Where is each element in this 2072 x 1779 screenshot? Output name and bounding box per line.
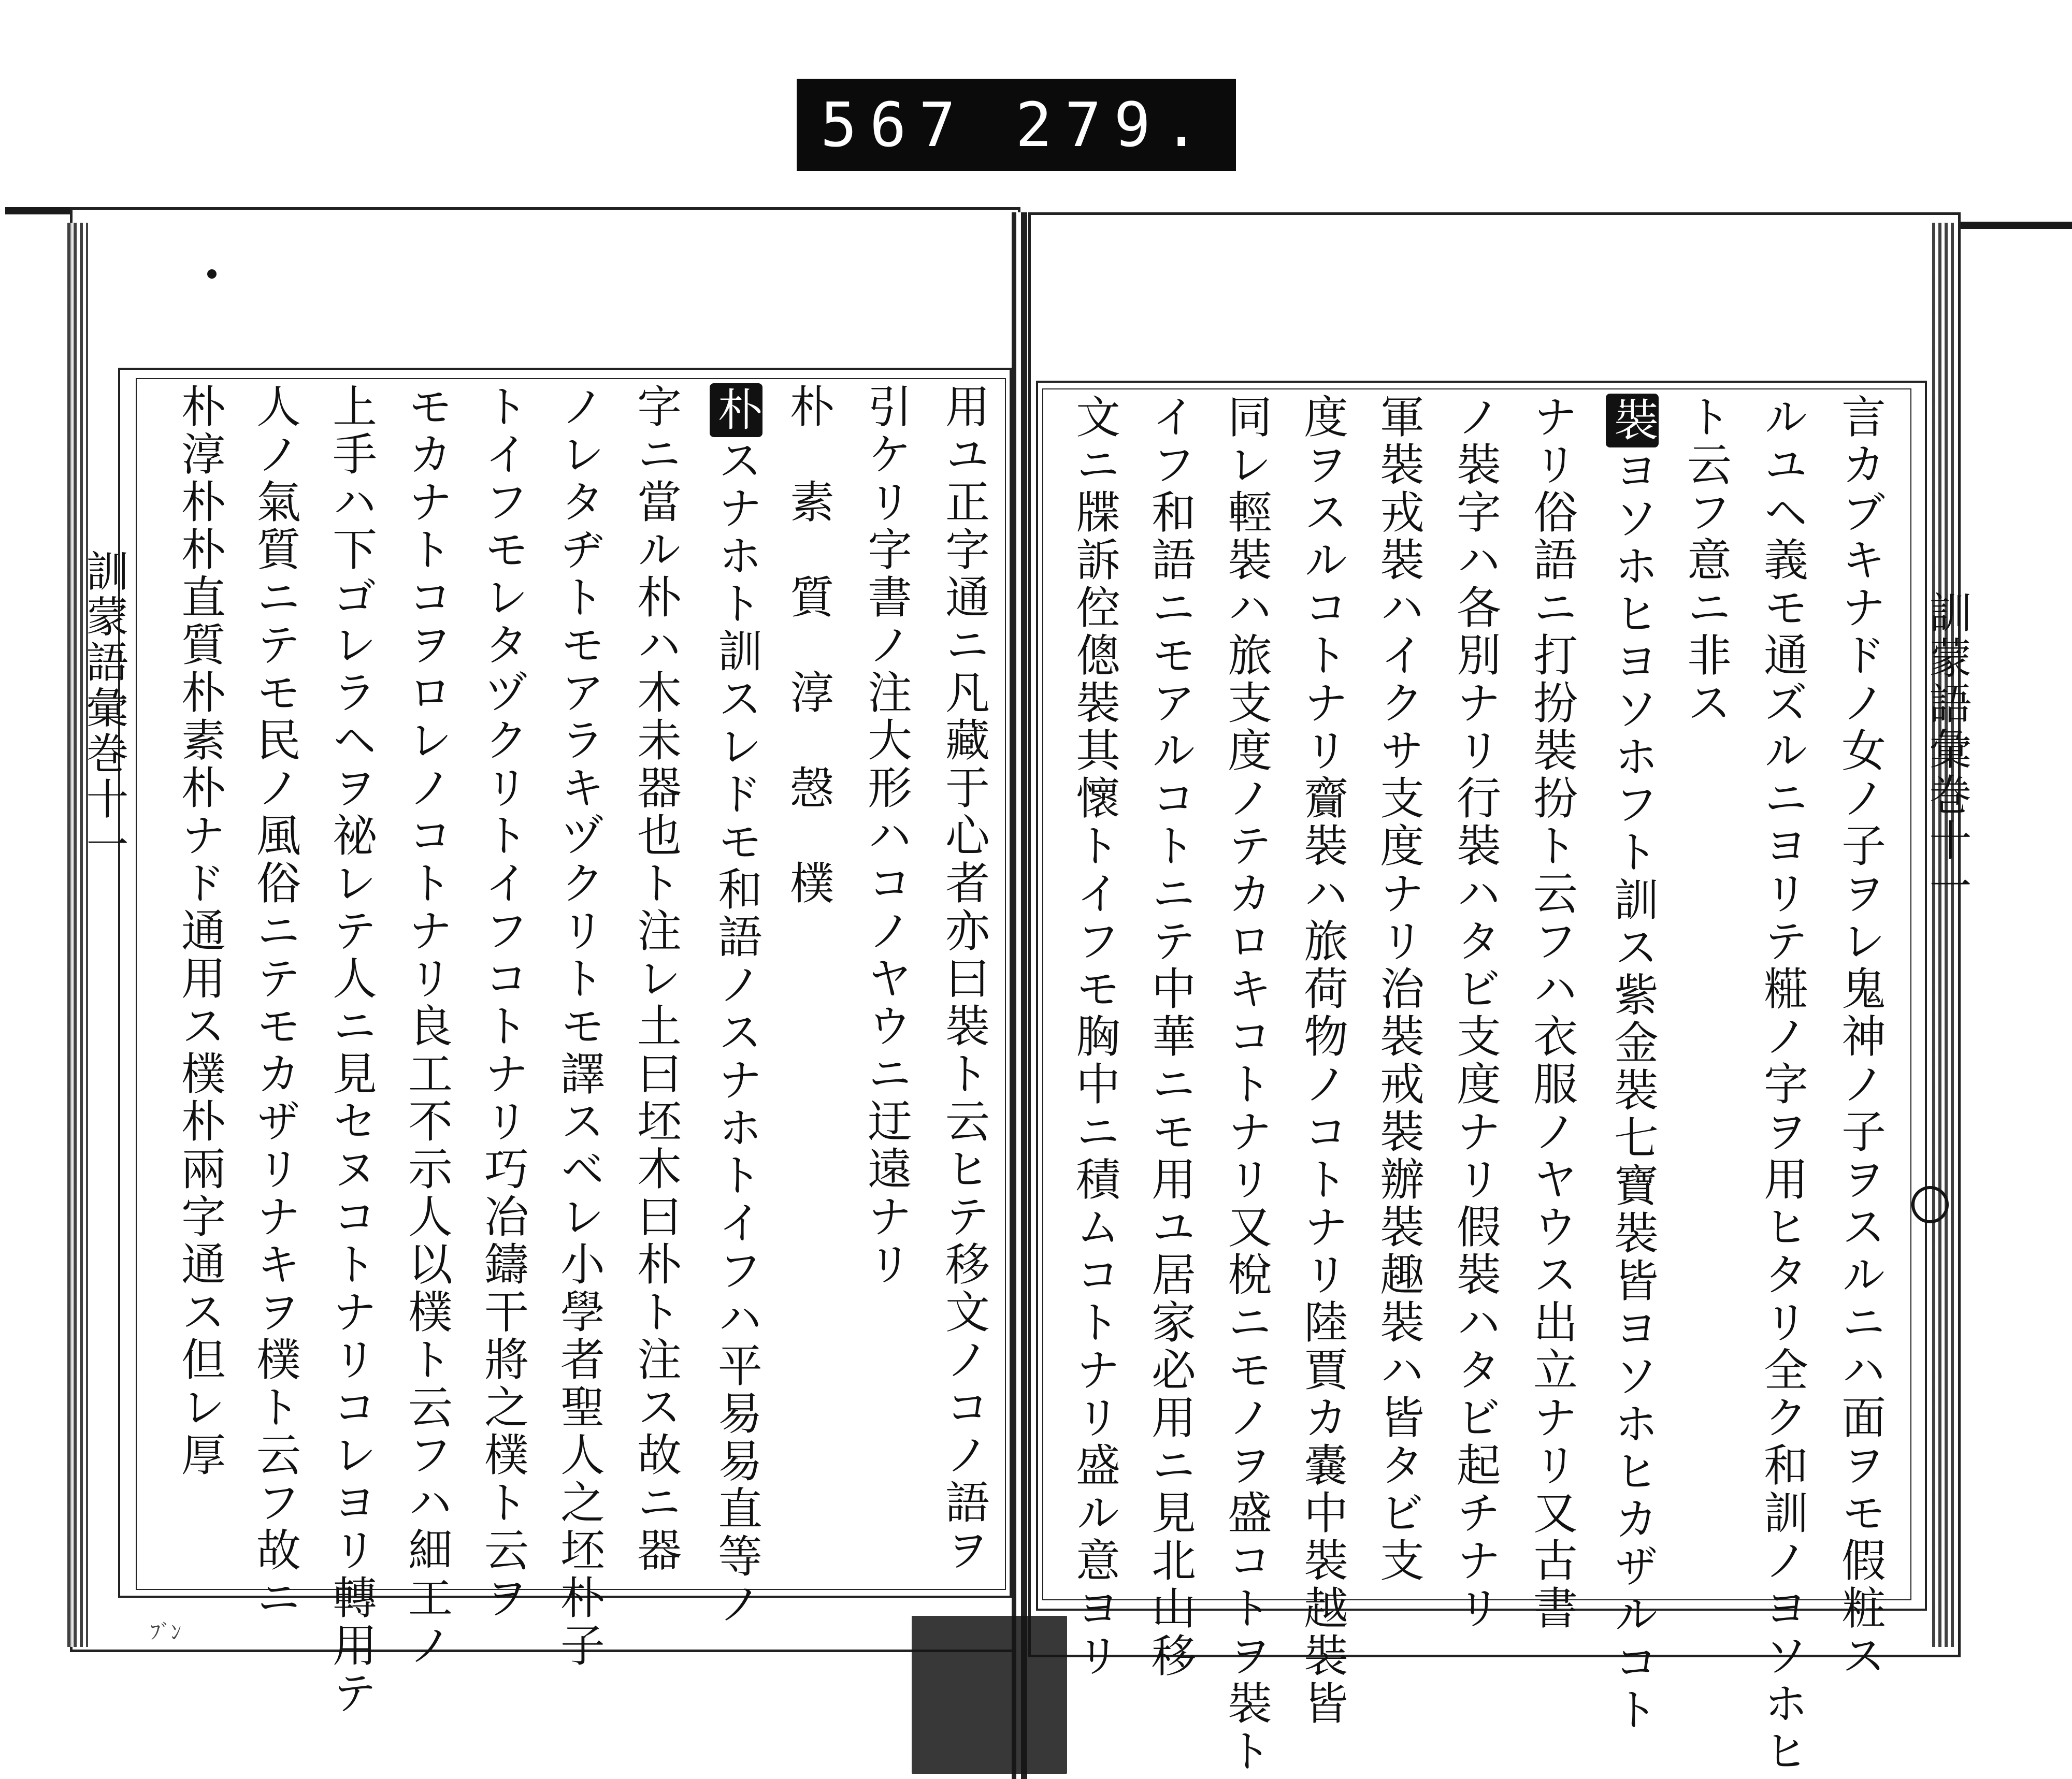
right-col-4: 裝ヨソホヒヨソホフト訓ス紫金裝七寶裝皆ヨソホヒカザルコト [1606,394,1659,1606]
entry-heading-zhuang: 裝 [1606,394,1659,447]
catalog-number-right: 279. [1015,89,1213,161]
binding-shadow [912,1616,1067,1774]
book-spine [1012,212,1027,1779]
right-page-margin-title: 訓蒙語彙巻十一 [1922,590,1972,909]
right-col-3: ト云フ意ニ非ス [1679,394,1731,727]
right-col-9: 同レ輕裝ハ旅支度ノテカロキコトナリ又梲ニモノヲ盛コトヲ裝ト [1220,394,1272,1775]
left-col-4: 朴スナホト訓スレドモ和語ノスナホトイフハ平易易直等ノ [710,383,762,1595]
dust-mark-1 [207,269,217,279]
left-col-2: 引ケリ字書ノ注大形ハコノヤウニ迂遠ナリ [860,383,912,1289]
right-col-1: 言カブキナドノ女ノ子ヲレ鬼神ノ子ヲスルニハ面ヲモ假粧ス [1834,394,1886,1680]
catalog-number-left: 567 [820,89,968,161]
right-col-8: 度ヲスルコトナリ齎裝ハ旅荷物ノコトナリ陸賈カ嚢中裝越裝皆 [1296,394,1348,1728]
left-col-10: 人ノ氣質ニテモ民ノ風俗ニテモカザリナキヲ樸ト云フ故ニ [249,383,300,1622]
left-col-9: 上手ハ下ゴレラヘヲ祕レテ人ニ見セヌコトナリコレヨリ轉用テ [325,383,377,1717]
right-col-11: 文ニ牒訴倥傯裝其懷トイフモ胸中ニ積ムコトナリ盛ル意ヨリ [1068,394,1120,1680]
dust-mark-2 [1911,1186,1949,1223]
left-col-8: モカナトコヲロレノコトナリ良工不示人以樸ト云フハ細工ノ [400,383,452,1670]
entry-heading-pu: 朴 [710,383,762,437]
left-col-7: トイフモレタヅクリトイフコトナリ巧冶鑄干將之樸ト云ヲ [477,383,528,1622]
right-col-10: イフ和語ニモアルコトニテ中華ニモ用ユ居家必用ニ見北山移 [1144,394,1196,1680]
foot-note: ﾌﾞﾝ [150,1621,181,1644]
left-col-1: 用ユ正字通ニ凡藏于心者亦曰裝ト云ヒテ移文ノコノ語ヲ [938,383,989,1574]
top-rule-right [1958,222,2072,229]
catalog-number-label [797,79,1236,171]
right-col-5: ナリ俗語ニ打扮裝扮ト云フハ衣服ノヤウス出立ナリ又古書 [1526,394,1577,1632]
left-col-11: 朴淳朴朴直質朴素朴ナド通用ス樸朴兩字通ス但レ厚 [174,383,225,1479]
right-page-text [1042,394,1911,1775]
left-col-3: 朴 素 質 淳 愨 樸 [782,383,834,907]
left-col-6: ノレタヂトモアラキヅクリトモ譯スベレ小學者聖人之坯朴子 [553,383,605,1670]
right-col-6: ノ裝字ハ各別ナリ行裝ハタビ支度ナリ假裝ハタビ起チナリ [1449,394,1501,1632]
left-col-5: 字ニ當ル朴ハ木未器也ト注レ土曰坯木曰朴ト注ス故ニ器 [629,383,681,1574]
right-col-2: ルユヘ義モ通ズルニヨリテ糚ノ字ヲ用ヒタリ全ク和訓ノヨソホヒ [1756,394,1808,1775]
left-page-margin-title: 訓蒙語彙巻十一 [79,549,128,868]
right-col-7: 軍裝戎裝ハイクサ支度ナリ治裝戒裝辦裝趣裝ハ皆タビ支 [1372,394,1424,1585]
